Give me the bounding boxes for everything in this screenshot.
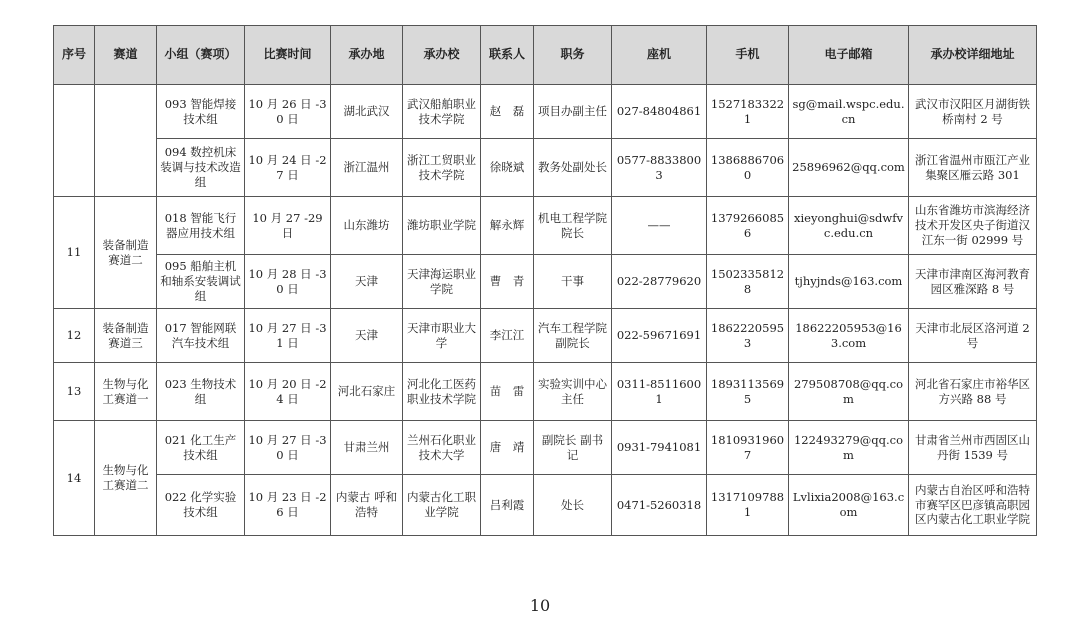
- cell-mobile: 18931135695: [707, 363, 789, 421]
- cell-landline: 022-28779620: [612, 255, 707, 309]
- cell-time: 10 月 24 日 -27 日: [245, 139, 331, 197]
- cell-contact: 徐晓斌: [481, 139, 534, 197]
- header-no: 序号: [54, 26, 95, 85]
- header-position: 职务: [534, 26, 612, 85]
- cell-group: 093 智能焊接技术组: [157, 85, 245, 139]
- cell-address: 内蒙古自治区呼和浩特市赛罕区巴彦镇高职园区内蒙古化工职业学院: [909, 475, 1037, 536]
- cell-track: 装备制造赛道三: [95, 309, 157, 363]
- header-group: 小组（赛项）: [157, 26, 245, 85]
- cell-email: xieyonghui@sdwfvc.edu.cn: [789, 197, 909, 255]
- cell-landline: 0577-88338003: [612, 139, 707, 197]
- cell-contact: 唐 靖: [481, 421, 534, 475]
- cell-location: 内蒙古 呼和浩特: [331, 475, 403, 536]
- cell-landline: 0931-7941081: [612, 421, 707, 475]
- cell-school: 内蒙古化工职业学院: [403, 475, 481, 536]
- cell-location: 浙江温州: [331, 139, 403, 197]
- cell-location: 湖北武汉: [331, 85, 403, 139]
- cell-email: tjhyjnds@163.com: [789, 255, 909, 309]
- cell-group: 018 智能飞行器应用技术组: [157, 197, 245, 255]
- cell-landline: 0311-85116001: [612, 363, 707, 421]
- cell-mobile: 13868867060: [707, 139, 789, 197]
- cell-email: Lvlixia2008@163.com: [789, 475, 909, 536]
- cell-position: 处长: [534, 475, 612, 536]
- cell-track: 装备制造赛道二: [95, 197, 157, 309]
- cell-group: 021 化工生产技术组: [157, 421, 245, 475]
- cell-mobile: 13792660856: [707, 197, 789, 255]
- header-school: 承办校: [403, 26, 481, 85]
- cell-address: 甘肃省兰州市西固区山丹街 1539 号: [909, 421, 1037, 475]
- cell-landline: 0471-5260318: [612, 475, 707, 536]
- cell-address: 浙江省温州市瓯江产业集聚区雁云路 301: [909, 139, 1037, 197]
- table-row: [54, 363, 1037, 421]
- cell-school: 天津海运职业学院: [403, 255, 481, 309]
- table-row: [54, 309, 1037, 363]
- cell-email: sg@mail.wspc.edu.cn: [789, 85, 909, 139]
- cell-landline: ——: [612, 197, 707, 255]
- cell-position: 机电工程学院院长: [534, 197, 612, 255]
- cell-time: 10 月 20 日 -24 日: [245, 363, 331, 421]
- cell-school: 天津市职业大学: [403, 309, 481, 363]
- cell-landline: 022-59671691: [612, 309, 707, 363]
- header-location: 承办地: [331, 26, 403, 85]
- table-row: [54, 197, 1037, 255]
- cell-group: 017 智能网联汽车技术组: [157, 309, 245, 363]
- cell-contact: 赵 磊: [481, 85, 534, 139]
- header-mobile: 手机: [707, 26, 789, 85]
- cell-mobile: 18109319607: [707, 421, 789, 475]
- cell-position: 实验实训中心主任: [534, 363, 612, 421]
- cell-group: 094 数控机床装调与技术改造组: [157, 139, 245, 197]
- cell-address: 武汉市汉阳区月湖街铁桥南村 2 号: [909, 85, 1037, 139]
- cell-group: 023 生物技术组: [157, 363, 245, 421]
- cell-track: [95, 85, 157, 197]
- cell-email: 122493279@qq.com: [789, 421, 909, 475]
- table-header-row: [54, 26, 1037, 85]
- cell-contact: 苗 雷: [481, 363, 534, 421]
- cell-group: 022 化学实验技术组: [157, 475, 245, 536]
- cell-school: 武汉船舶职业技术学院: [403, 85, 481, 139]
- page-number: 10: [529, 596, 551, 615]
- cell-email: 279508708@qq.com: [789, 363, 909, 421]
- header-landline: 座机: [612, 26, 707, 85]
- table-row: [54, 421, 1037, 475]
- cell-location: 天津: [331, 309, 403, 363]
- cell-time: 10 月 27 日 -31 日: [245, 309, 331, 363]
- cell-school: 河北化工医药职业技术学院: [403, 363, 481, 421]
- cell-time: 10 月 28 日 -30 日: [245, 255, 331, 309]
- cell-location: 天津: [331, 255, 403, 309]
- cell-position: 汽车工程学院副院长: [534, 309, 612, 363]
- cell-no: 13: [54, 363, 95, 421]
- cell-no: 14: [54, 421, 95, 536]
- cell-mobile: 15023358128: [707, 255, 789, 309]
- cell-school: 潍坊职业学院: [403, 197, 481, 255]
- cell-mobile: 13171097881: [707, 475, 789, 536]
- cell-position: 副院长 副书记: [534, 421, 612, 475]
- cell-contact: 解永辉: [481, 197, 534, 255]
- cell-address: 山东省潍坊市滨海经济技术开发区央子街道汉江东一街 02999 号: [909, 197, 1037, 255]
- cell-location: 甘肃兰州: [331, 421, 403, 475]
- cell-location: 山东潍坊: [331, 197, 403, 255]
- cell-group: 095 船舶主机和轴系安装调试组: [157, 255, 245, 309]
- header-contact: 联系人: [481, 26, 534, 85]
- cell-contact: 吕利霞: [481, 475, 534, 536]
- cell-track: 生物与化工赛道二: [95, 421, 157, 536]
- cell-address: 天津市津南区海河教育园区雅深路 8 号: [909, 255, 1037, 309]
- cell-mobile: 15271833221: [707, 85, 789, 139]
- cell-time: 10 月 27 -29 日: [245, 197, 331, 255]
- cell-contact: 李江江: [481, 309, 534, 363]
- cell-location: 河北石家庄: [331, 363, 403, 421]
- table-row: [54, 255, 1037, 309]
- header-email: 电子邮箱: [789, 26, 909, 85]
- cell-position: 项目办副主任: [534, 85, 612, 139]
- cell-mobile: 18622205953: [707, 309, 789, 363]
- cell-landline: 027-84804861: [612, 85, 707, 139]
- cell-school: 兰州石化职业技术大学: [403, 421, 481, 475]
- header-address: 承办校详细地址: [909, 26, 1037, 85]
- cell-email: 25896962@qq.com: [789, 139, 909, 197]
- cell-no: [54, 85, 95, 197]
- cell-track: 生物与化工赛道一: [95, 363, 157, 421]
- cell-address: 天津市北辰区洛河道 2 号: [909, 309, 1037, 363]
- table-row: [54, 475, 1037, 536]
- cell-address: 河北省石家庄市裕华区方兴路 88 号: [909, 363, 1037, 421]
- header-track: 赛道: [95, 26, 157, 85]
- header-time: 比赛时间: [245, 26, 331, 85]
- cell-time: 10 月 27 日 -30 日: [245, 421, 331, 475]
- cell-position: 教务处副处长: [534, 139, 612, 197]
- table-row: [54, 139, 1037, 197]
- cell-time: 10 月 26 日 -30 日: [245, 85, 331, 139]
- cell-email: 18622205953@163.com: [789, 309, 909, 363]
- cell-no: 12: [54, 309, 95, 363]
- cell-no: 11: [54, 197, 95, 309]
- competition-table: [53, 25, 1037, 536]
- cell-contact: 曹 青: [481, 255, 534, 309]
- cell-school: 浙江工贸职业技术学院: [403, 139, 481, 197]
- table-row: [54, 85, 1037, 139]
- cell-time: 10 月 23 日 -26 日: [245, 475, 331, 536]
- cell-position: 干事: [534, 255, 612, 309]
